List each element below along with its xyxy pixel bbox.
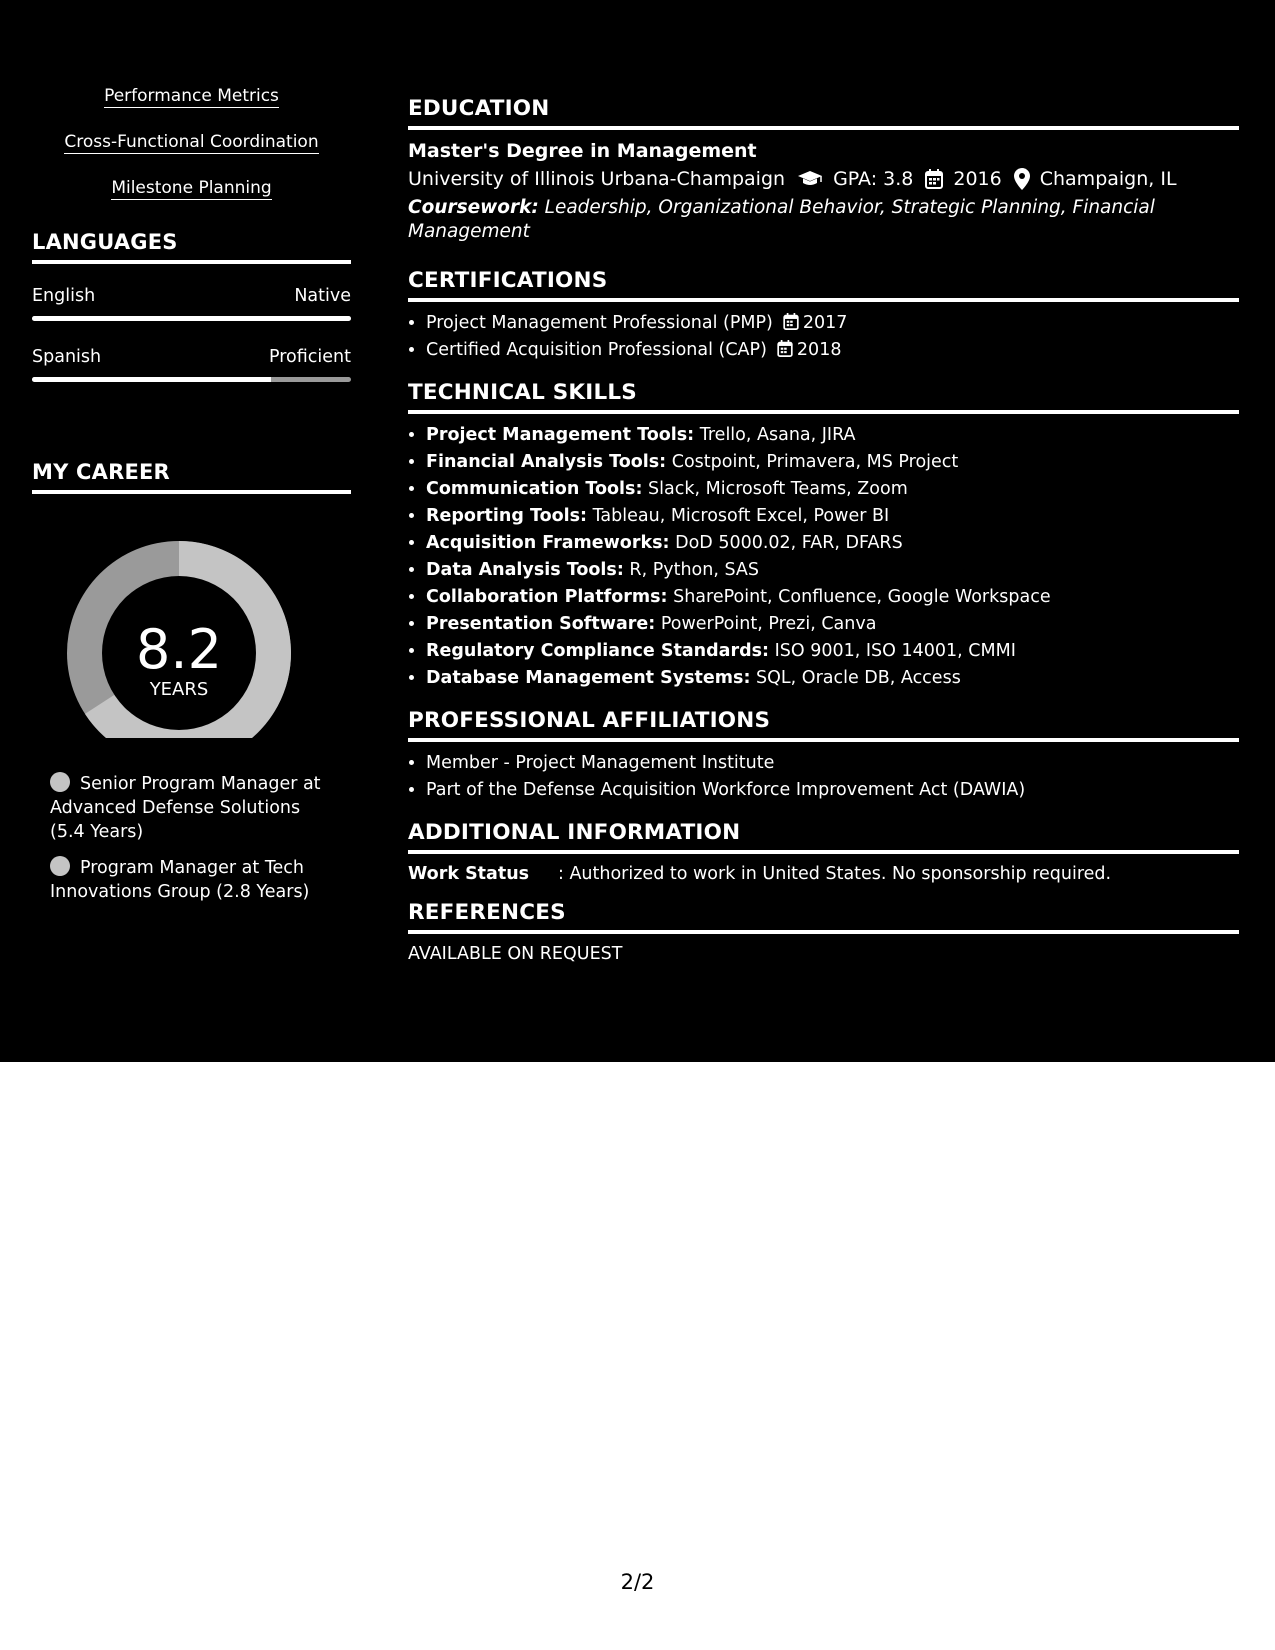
references-heading: REFERENCES	[408, 900, 1239, 934]
list-item: • Acquisition Frameworks: DoD 5000.02, FAR, DFARS	[426, 530, 1239, 557]
career-donut-chart	[32, 494, 351, 738]
language-level: Native	[294, 286, 351, 306]
language-item	[32, 347, 351, 382]
legend-dot-icon	[50, 856, 70, 876]
affiliations-list	[408, 750, 1239, 804]
skill-tag: Performance Metrics	[104, 86, 279, 106]
list-item: • Project Management Professional (PMP) 2017	[426, 310, 1239, 337]
career-total-unit: YEARS	[149, 679, 209, 700]
certifications-section	[408, 268, 1239, 364]
degree-title: Master's Degree in Management	[408, 140, 757, 162]
list-item: • Project Management Tools: Trello, Asana, JIRA	[426, 422, 1239, 449]
location-pin-icon	[1014, 168, 1030, 190]
list-item: • Certified Acquisition Professional (CAP) 2018	[426, 337, 1239, 364]
references-section	[408, 900, 1239, 964]
list-item: • Communication Tools: Slack, Microsoft Teams, Zoom	[426, 476, 1239, 503]
left-column	[32, 84, 351, 916]
language-item	[32, 286, 351, 321]
education-location: Champaign, IL	[1039, 168, 1177, 190]
skill-tag: Milestone Planning	[111, 178, 272, 198]
language-name: English	[32, 286, 96, 306]
list-item: • Collaboration Platforms: SharePoint, Confluence, Google Workspace	[426, 584, 1239, 611]
language-level: Proficient	[269, 347, 351, 367]
technical-skills-section	[408, 380, 1239, 692]
graduation-year: 2016	[953, 168, 1002, 190]
work-status-label: Work Status	[408, 864, 530, 884]
graduation-cap-icon	[797, 170, 823, 188]
career-legend-item: Senior Program Manager at Advanced Defense Solutions (5.4 Years)	[50, 774, 321, 842]
education-heading: EDUCATION	[408, 96, 1239, 130]
language-name: Spanish	[32, 347, 102, 367]
references-text: AVAILABLE ON REQUEST	[408, 944, 623, 964]
additional-info-section	[408, 820, 1239, 884]
work-status-value: : Authorized to work in United States. No sponsorship required.	[558, 864, 1112, 884]
technical-skills-list	[408, 422, 1239, 692]
list-item: • Financial Analysis Tools: Costpoint, Primavera, MS Project	[426, 449, 1239, 476]
coursework: Coursework: Leadership, Organizational Behavior, Strategic Planning, Financial Management	[408, 197, 1155, 242]
list-item: • Database Management Systems: SQL, Oracle DB, Access	[426, 665, 1239, 692]
language-proficiency-fill	[32, 316, 351, 321]
skill-tags	[32, 84, 351, 200]
gpa: GPA: 3.8	[833, 168, 914, 190]
languages-heading: LANGUAGES	[32, 230, 351, 264]
technical-skills-heading: TECHNICAL SKILLS	[408, 380, 1239, 414]
education-section	[408, 96, 1239, 244]
legend-dot-icon	[50, 772, 70, 792]
additional-info-heading: ADDITIONAL INFORMATION	[408, 820, 1239, 854]
calendar-icon	[777, 340, 793, 357]
work-status-row	[408, 864, 1239, 884]
calendar-icon	[925, 169, 943, 189]
affiliations-section	[408, 708, 1239, 804]
list-item: • Part of the Defense Acquisition Workforce Improvement Act (DAWIA)	[426, 777, 1239, 804]
career-heading: MY CAREER	[32, 460, 351, 494]
career-legend	[50, 772, 340, 904]
page-number: 2/2	[620, 1570, 655, 1594]
school-name: University of Illinois Urbana-Champaign	[408, 168, 786, 190]
right-column	[408, 96, 1239, 964]
career-section	[32, 460, 351, 904]
language-proficiency-fill	[32, 377, 271, 382]
list-item: • Regulatory Compliance Standards: ISO 9001, ISO 14001, CMMI	[426, 638, 1239, 665]
affiliations-heading: PROFESSIONAL AFFILIATIONS	[408, 708, 1239, 742]
languages-section	[32, 230, 351, 382]
career-total-value: 8.2	[136, 618, 222, 681]
calendar-icon	[783, 313, 799, 330]
language-proficiency-bar	[32, 377, 351, 382]
skill-tag: Cross-Functional Coordination	[64, 132, 319, 152]
education-details	[408, 168, 1239, 190]
list-item: • Data Analysis Tools: R, Python, SAS	[426, 557, 1239, 584]
certifications-list	[408, 310, 1239, 364]
list-item: • Member - Project Management Institute	[426, 750, 1239, 777]
career-legend-item: Program Manager at Tech Innovations Group (2.8 Years)	[50, 858, 310, 902]
list-item: • Reporting Tools: Tableau, Microsoft Excel, Power BI	[426, 503, 1239, 530]
certifications-heading: CERTIFICATIONS	[408, 268, 1239, 302]
list-item: • Presentation Software: PowerPoint, Prezi, Canva	[426, 611, 1239, 638]
language-proficiency-bar	[32, 316, 351, 321]
